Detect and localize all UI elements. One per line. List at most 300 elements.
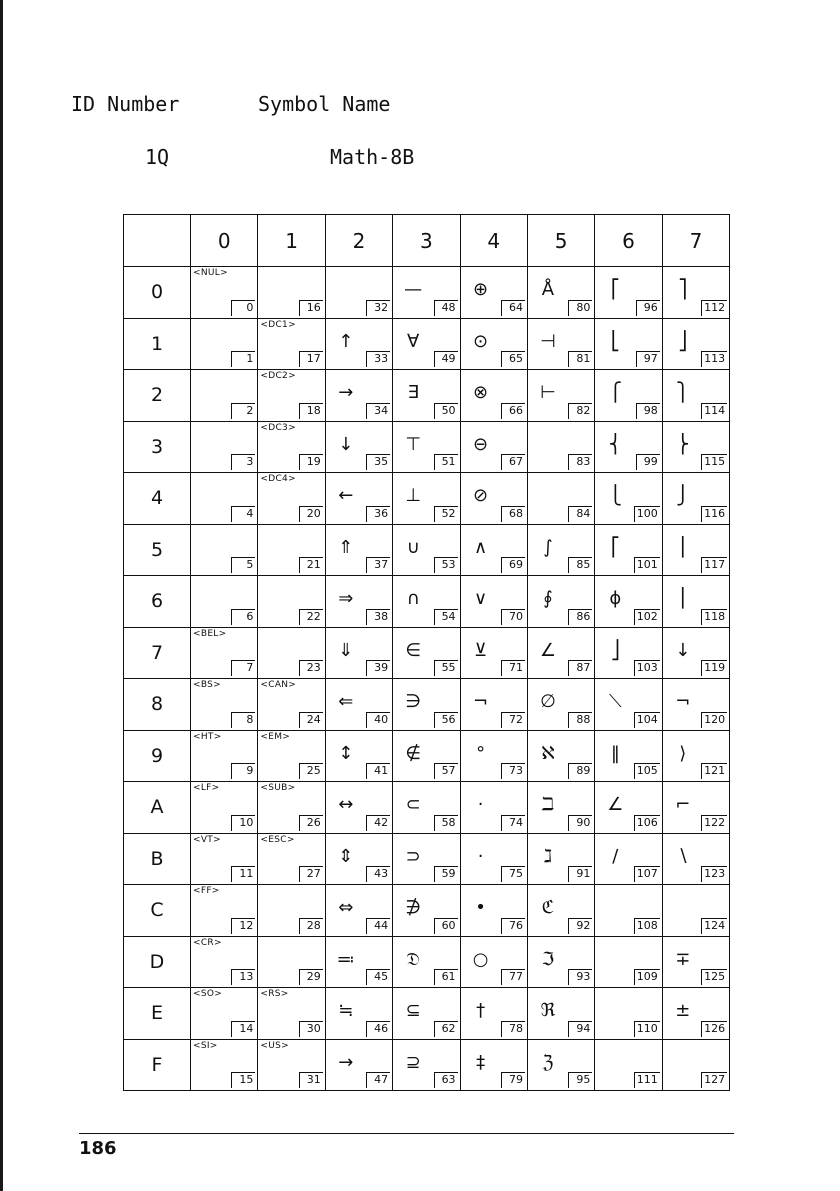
symbol-glyph: ℵ xyxy=(541,742,555,764)
table-row xyxy=(124,576,730,628)
character-cell xyxy=(460,318,527,370)
symbol-glyph: ϕ xyxy=(609,588,622,609)
character-code-number: 121 xyxy=(701,763,727,779)
character-code-number: 126 xyxy=(701,1021,727,1037)
symbol-glyph: 𝔇 xyxy=(406,948,420,970)
symbol-glyph: ⊙ xyxy=(473,330,489,352)
character-code-number: 67 xyxy=(501,454,525,470)
symbol-glyph: ℭ xyxy=(541,897,555,918)
character-cell xyxy=(191,679,258,731)
symbol-glyph: ℨ xyxy=(542,1051,554,1073)
symbol-glyph: ⊢ xyxy=(540,382,556,403)
symbol-glyph: ∀ xyxy=(407,330,420,352)
character-code-number: 81 xyxy=(568,351,592,367)
character-cell xyxy=(527,318,594,370)
character-cell xyxy=(460,524,527,576)
character-code-number: 123 xyxy=(701,866,727,882)
control-code-label: <SUB> xyxy=(260,783,296,793)
character-code-number: 101 xyxy=(634,557,660,573)
character-code-number: 97 xyxy=(636,351,660,367)
symbol-glyph: ± xyxy=(675,1000,691,1021)
character-code-number: 49 xyxy=(434,351,458,367)
character-code-number: 22 xyxy=(299,609,323,625)
character-cell xyxy=(460,576,527,628)
character-code-number: 104 xyxy=(634,712,660,728)
symbol-glyph: ⊻ xyxy=(473,639,488,661)
character-cell xyxy=(393,524,460,576)
character-cell xyxy=(393,576,460,628)
character-code-number: 79 xyxy=(501,1072,525,1088)
character-code-number: 85 xyxy=(568,557,592,573)
character-code-number: 15 xyxy=(231,1072,255,1088)
character-cell xyxy=(460,988,527,1040)
character-code-number: 125 xyxy=(701,969,727,985)
symbol-glyph: ⊗ xyxy=(473,382,489,403)
character-code-number: 37 xyxy=(366,557,390,573)
symbol-glyph: ∧ xyxy=(473,536,488,558)
symbol-glyph: ↓ xyxy=(675,639,691,661)
character-cell xyxy=(662,885,729,937)
character-code-number: 50 xyxy=(434,403,458,419)
character-code-number: 52 xyxy=(434,506,458,522)
row-header: 6 xyxy=(124,576,191,628)
symbol-glyph: ← xyxy=(338,485,354,506)
control-code-label: <CR> xyxy=(193,937,222,948)
character-code-number: 31 xyxy=(299,1072,323,1088)
character-code-number: 86 xyxy=(568,609,592,625)
character-code-number: 93 xyxy=(568,969,592,985)
character-cell xyxy=(662,988,729,1040)
character-code-number: 96 xyxy=(636,300,660,316)
character-code-number: 119 xyxy=(701,660,727,676)
character-cell xyxy=(662,421,729,473)
character-cell xyxy=(662,730,729,782)
symbol-glyph: ∉ xyxy=(405,742,422,764)
symbol-glyph: ⎡ xyxy=(610,536,620,558)
symbol-glyph: ⟩ xyxy=(679,742,687,764)
character-code-number: 18 xyxy=(299,403,323,419)
character-code-number: 117 xyxy=(701,557,727,573)
symbol-glyph: ⎩ xyxy=(608,485,623,506)
character-code-number: 75 xyxy=(501,866,525,882)
character-cell xyxy=(527,730,594,782)
symbol-glyph: ⎭ xyxy=(675,485,690,506)
column-header: 4 xyxy=(460,215,527,267)
character-code-number: 114 xyxy=(701,403,727,419)
character-code-number: 109 xyxy=(634,969,660,985)
control-code-label: <BEL> xyxy=(193,628,227,639)
character-code-number: 23 xyxy=(299,660,323,676)
character-cell xyxy=(595,988,662,1040)
control-code-label: <VT> xyxy=(193,834,221,845)
character-cell xyxy=(662,576,729,628)
character-cell xyxy=(393,782,460,834)
row-header: 3 xyxy=(124,421,191,473)
symbol-glyph: ⊕ xyxy=(473,279,489,300)
character-cell xyxy=(258,885,325,937)
character-code-number: 8 xyxy=(231,712,255,728)
table-row xyxy=(124,318,730,370)
symbol-glyph: ⊂ xyxy=(405,794,421,815)
column-header-row xyxy=(124,215,730,267)
character-cell xyxy=(258,782,325,834)
table-row xyxy=(124,833,730,885)
character-code-number: 58 xyxy=(434,815,458,831)
control-code-label: <HT> xyxy=(193,731,222,742)
character-cell xyxy=(527,370,594,422)
symbol-glyph: → xyxy=(338,382,354,403)
symbol-glyph: • xyxy=(475,897,486,918)
character-code-number: 3 xyxy=(231,454,255,470)
character-cell xyxy=(258,318,325,370)
symbol-glyph: ⊣ xyxy=(540,330,556,352)
character-code-number: 59 xyxy=(434,866,458,882)
table-corner xyxy=(124,215,191,267)
character-cell xyxy=(325,833,392,885)
character-cell xyxy=(595,885,662,937)
character-code-number: 6 xyxy=(231,609,255,625)
column-header: 0 xyxy=(191,215,258,267)
character-cell xyxy=(325,679,392,731)
control-code-label: <RS> xyxy=(260,989,289,999)
column-header: 3 xyxy=(393,215,460,267)
character-cell xyxy=(258,421,325,473)
symbol-glyph: ∫ xyxy=(543,536,553,558)
character-code-number: 94 xyxy=(568,1021,592,1037)
character-cell xyxy=(191,833,258,885)
symbol-glyph: ⟍ xyxy=(609,691,622,712)
character-cell xyxy=(191,524,258,576)
character-cell xyxy=(393,627,460,679)
character-cell xyxy=(527,679,594,731)
character-code-number: 55 xyxy=(434,660,458,676)
control-code-label: <NUL> xyxy=(193,268,228,278)
symbol-glyph: ⎪ xyxy=(675,536,690,558)
control-code-label: <DC3> xyxy=(260,422,296,433)
symbol-glyph: ⇕ xyxy=(338,845,354,867)
character-cell xyxy=(662,679,729,731)
character-cell xyxy=(460,679,527,731)
table-row xyxy=(124,679,730,731)
character-cell xyxy=(460,782,527,834)
character-code-number: 28 xyxy=(299,918,323,934)
row-header: 1 xyxy=(124,318,191,370)
character-cell xyxy=(191,782,258,834)
character-cell xyxy=(393,885,460,937)
character-code-number: 103 xyxy=(634,660,660,676)
character-cell xyxy=(527,988,594,1040)
character-cell xyxy=(662,936,729,988)
character-cell xyxy=(595,370,662,422)
table-row xyxy=(124,885,730,937)
character-code-number: 44 xyxy=(366,918,390,934)
symbol-glyph: ° xyxy=(476,742,486,764)
character-cell xyxy=(595,421,662,473)
character-code-number: 21 xyxy=(299,557,323,573)
symbol-glyph: ℑ xyxy=(541,948,555,970)
symbol-glyph: ∓ xyxy=(675,948,691,970)
character-cell xyxy=(460,936,527,988)
control-code-label: <FF> xyxy=(193,886,220,896)
character-code-number: 19 xyxy=(299,454,323,470)
footer-rule xyxy=(79,1133,734,1134)
symbol-glyph: ⊖ xyxy=(473,433,489,455)
character-code-number: 77 xyxy=(501,969,525,985)
character-cell xyxy=(258,576,325,628)
character-code-number: 112 xyxy=(701,300,727,316)
character-cell xyxy=(393,730,460,782)
symbol-glyph: ↓ xyxy=(338,433,354,455)
character-cell xyxy=(191,936,258,988)
symbol-glyph: ≒ xyxy=(338,1000,354,1021)
character-cell xyxy=(527,936,594,988)
character-cell xyxy=(662,1039,729,1091)
symbol-glyph: ⎦ xyxy=(678,330,688,352)
character-cell xyxy=(662,627,729,679)
column-header: 7 xyxy=(662,215,729,267)
character-code-number: 87 xyxy=(568,660,592,676)
character-cell xyxy=(258,988,325,1040)
row-header: B xyxy=(124,833,191,885)
character-cell xyxy=(325,421,392,473)
symbol-glyph: ⊤ xyxy=(405,433,422,455)
symbol-glyph: ⎤ xyxy=(678,279,688,300)
character-code-number: 122 xyxy=(701,815,727,831)
character-code-number: 100 xyxy=(634,506,660,522)
character-cell xyxy=(595,679,662,731)
column-header: 1 xyxy=(258,215,325,267)
character-cell xyxy=(460,627,527,679)
character-code-number: 16 xyxy=(299,300,323,316)
character-code-number: 80 xyxy=(568,300,592,316)
character-code-number: 0 xyxy=(231,300,255,316)
character-cell xyxy=(527,473,594,525)
character-cell xyxy=(393,833,460,885)
symbol-glyph: ⎡ xyxy=(610,279,620,300)
character-cell xyxy=(595,576,662,628)
character-code-number: 71 xyxy=(501,660,525,676)
column-header: 5 xyxy=(527,215,594,267)
character-code-number: 57 xyxy=(434,763,458,779)
character-code-number: 91 xyxy=(568,866,592,882)
character-code-number: 11 xyxy=(231,866,255,882)
symbol-glyph: ⇑ xyxy=(338,536,354,558)
symbol-glyph: ⎬ xyxy=(675,433,690,455)
character-cell xyxy=(258,370,325,422)
symbol-glyph: ∃ xyxy=(407,382,419,403)
character-code-number: 1 xyxy=(231,351,255,367)
character-cell xyxy=(191,318,258,370)
character-cell xyxy=(460,370,527,422)
character-code-number: 99 xyxy=(636,454,660,470)
character-cell xyxy=(393,936,460,988)
symbol-glyph: ⎣ xyxy=(610,330,620,352)
character-code-number: 66 xyxy=(501,403,525,419)
table-row xyxy=(124,421,730,473)
character-cell xyxy=(662,473,729,525)
character-cell xyxy=(527,833,594,885)
row-header: 0 xyxy=(124,267,191,319)
table-row xyxy=(124,473,730,525)
character-cell xyxy=(258,679,325,731)
character-cell xyxy=(191,627,258,679)
character-cell xyxy=(527,576,594,628)
character-cell xyxy=(662,833,729,885)
character-code-number: 38 xyxy=(366,609,390,625)
character-cell xyxy=(460,885,527,937)
character-code-number: 64 xyxy=(501,300,525,316)
table-row xyxy=(124,782,730,834)
character-code-number: 62 xyxy=(434,1021,458,1037)
page-number: 186 xyxy=(79,1138,117,1159)
character-code-number: 53 xyxy=(434,557,458,573)
character-code-number: 108 xyxy=(634,918,660,934)
symbol-glyph: ○ xyxy=(472,948,489,970)
character-cell xyxy=(258,524,325,576)
character-code-number: 51 xyxy=(434,454,458,470)
character-code-number: 118 xyxy=(701,609,727,625)
symbol-glyph: ∌ xyxy=(405,897,422,918)
character-code-number: 13 xyxy=(231,969,255,985)
row-header: E xyxy=(124,988,191,1040)
table-row xyxy=(124,627,730,679)
character-code-number: 46 xyxy=(366,1021,390,1037)
symbol-glyph: ≕ xyxy=(336,948,355,970)
character-code-number: 70 xyxy=(501,609,525,625)
character-cell xyxy=(393,988,460,1040)
character-code-number: 2 xyxy=(231,403,255,419)
character-cell xyxy=(460,833,527,885)
character-code-number: 14 xyxy=(231,1021,255,1037)
character-code-number: 116 xyxy=(701,506,727,522)
symbol-glyph: ∋ xyxy=(405,691,422,712)
character-cell xyxy=(325,730,392,782)
control-code-label: <DC2> xyxy=(260,371,296,381)
control-code-label: <BS> xyxy=(193,680,222,690)
symbol-glyph: ∠ xyxy=(607,794,624,815)
symbol-glyph: ∠ xyxy=(539,639,557,661)
character-cell xyxy=(325,576,392,628)
symbol-glyph: ‖ xyxy=(610,742,620,764)
character-code-number: 98 xyxy=(636,403,660,419)
character-cell xyxy=(393,267,460,319)
row-header: F xyxy=(124,1039,191,1091)
character-cell xyxy=(325,782,392,834)
symbol-glyph: ⎦ xyxy=(610,639,620,661)
character-cell xyxy=(595,1039,662,1091)
character-code-number: 39 xyxy=(366,660,390,676)
symbol-glyph: ∨ xyxy=(473,588,488,609)
character-cell xyxy=(595,267,662,319)
symbol-glyph: ∅ xyxy=(540,691,556,712)
character-code-number: 83 xyxy=(568,454,592,470)
symbol-glyph: † xyxy=(476,1000,486,1021)
character-cell xyxy=(662,782,729,834)
character-cell xyxy=(393,1039,460,1091)
symbol-glyph: ℶ xyxy=(541,794,555,815)
character-cell xyxy=(662,318,729,370)
character-code-number: 29 xyxy=(299,969,323,985)
character-code-number: 95 xyxy=(568,1072,592,1088)
character-code-number: 115 xyxy=(701,454,727,470)
character-cell xyxy=(191,885,258,937)
symbol-glyph: ⎫ xyxy=(675,382,690,403)
character-code-number: 102 xyxy=(634,609,660,625)
character-code-number: 74 xyxy=(501,815,525,831)
character-code-number: 17 xyxy=(299,351,323,367)
symbol-glyph: ⇓ xyxy=(338,639,354,661)
character-code-number: 24 xyxy=(299,712,323,728)
character-code-number: 26 xyxy=(299,815,323,831)
character-cell xyxy=(258,730,325,782)
character-code-number: 65 xyxy=(501,351,525,367)
symbol-glyph: ℜ xyxy=(540,1000,556,1021)
table-row xyxy=(124,1039,730,1091)
character-cell xyxy=(393,473,460,525)
character-code-number: 69 xyxy=(501,557,525,573)
character-code-number: 61 xyxy=(434,969,458,985)
character-cell xyxy=(191,421,258,473)
character-code-number: 107 xyxy=(634,866,660,882)
character-code-number: 12 xyxy=(231,918,255,934)
control-code-label: <DC1> xyxy=(260,319,296,330)
character-code-number: 120 xyxy=(701,712,727,728)
character-cell xyxy=(325,885,392,937)
character-cell xyxy=(595,318,662,370)
character-cell xyxy=(527,267,594,319)
character-code-number: 89 xyxy=(568,763,592,779)
character-cell xyxy=(258,1039,325,1091)
character-cell xyxy=(393,421,460,473)
row-header: 9 xyxy=(124,730,191,782)
symbol-glyph: ⇔ xyxy=(338,897,354,918)
symbol-glyph: ∖ xyxy=(677,845,689,867)
character-code-number: 33 xyxy=(366,351,390,367)
character-cell xyxy=(325,370,392,422)
character-code-number: 7 xyxy=(231,660,255,676)
character-code-number: 30 xyxy=(299,1021,323,1037)
character-cell xyxy=(662,524,729,576)
control-code-label: <LF> xyxy=(193,783,220,793)
table-row xyxy=(124,988,730,1040)
character-cell xyxy=(258,627,325,679)
table-row xyxy=(124,524,730,576)
id-number-label: ID Number xyxy=(71,92,180,116)
character-code-number: 110 xyxy=(634,1021,660,1037)
symbol-glyph: ¬ xyxy=(675,691,691,712)
character-code-number: 113 xyxy=(701,351,727,367)
symbol-glyph: ⊇ xyxy=(405,1051,421,1073)
character-cell xyxy=(595,524,662,576)
character-code-number: 78 xyxy=(501,1021,525,1037)
character-cell xyxy=(258,267,325,319)
character-cell xyxy=(191,1039,258,1091)
character-code-number: 34 xyxy=(366,403,390,419)
symbol-glyph: ⇐ xyxy=(338,691,354,712)
symbol-glyph: ⊥ xyxy=(405,485,422,506)
character-cell xyxy=(393,679,460,731)
character-cell xyxy=(325,318,392,370)
table-row xyxy=(124,730,730,782)
character-cell xyxy=(460,421,527,473)
character-code-number: 73 xyxy=(501,763,525,779)
character-cell xyxy=(325,473,392,525)
character-code-number: 63 xyxy=(434,1072,458,1088)
symbol-glyph: · xyxy=(477,794,484,815)
character-code-number: 47 xyxy=(366,1072,390,1088)
character-cell xyxy=(191,370,258,422)
row-header: A xyxy=(124,782,191,834)
